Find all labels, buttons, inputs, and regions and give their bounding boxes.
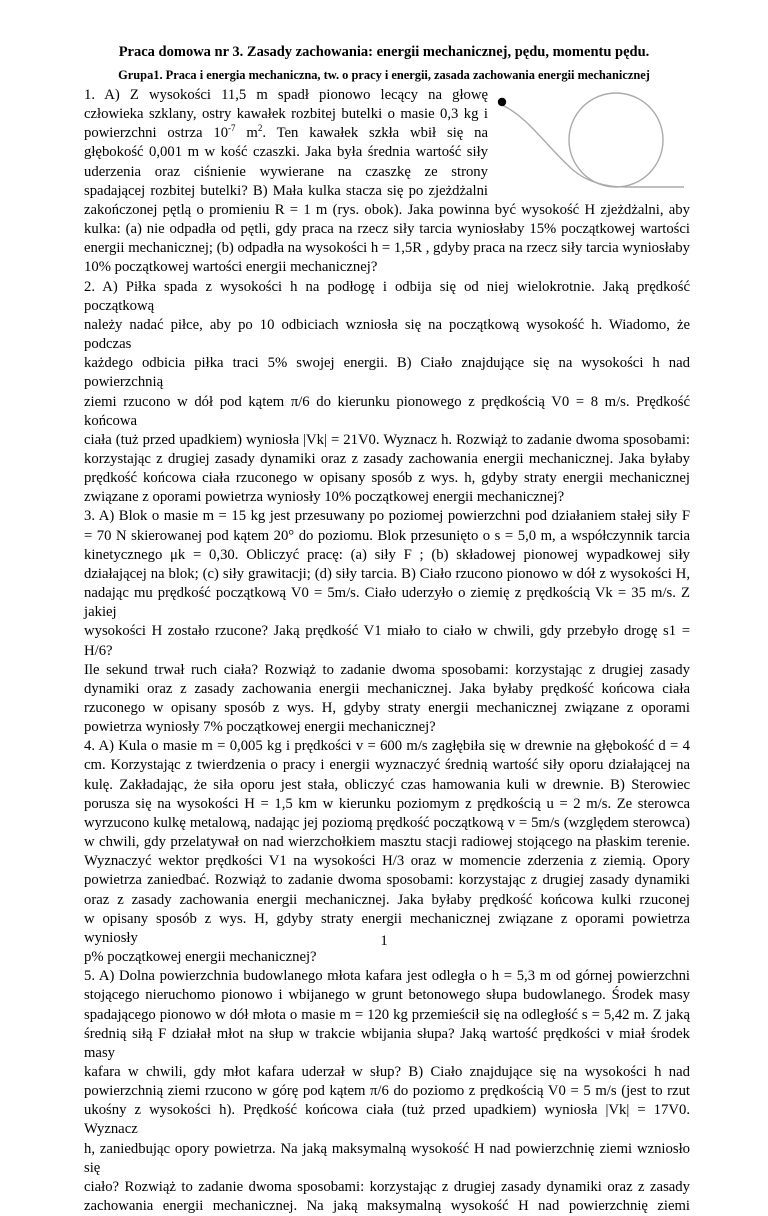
- text-line: zachowania energii mechanicznej. Na jaką maksymalną wysokość H nad powierzchnię ziemi: [84, 1198, 690, 1215]
- text-line: Wyznaczyć wektor prędkości V1 na wysokości H/3 oraz w momencie zderzenia z ziemią. Opory: [84, 853, 690, 870]
- text-line: Ile sekund trwał ruch ciała? Rozwiąż to zadanie dwoma sposobami: korzystając z drugiej zasady: [84, 661, 690, 678]
- text-line: powierzchnią ziemi rzucono w górę pod kątem π/6 do poziomo z prędkością V0 = 5 m/s (jest to rzut: [84, 1083, 690, 1100]
- text-line: = 70 N skierowanej pod kątem 20° do poziomu. Blok przesunięto o s = 5,0 m, a współczynnik tarcia: [84, 527, 690, 544]
- text-line: wysokości H zostało rzucone? Jaką prędkość V1 miało to ciało w chwili, gdy przebyło drogę s1 = H/6?: [84, 623, 690, 659]
- text-line: zakończonej pętlą o promieniu R = 1 m (rys. obok). Jaka powinna być wysokość H zjeżdżalni, aby: [84, 201, 690, 218]
- text-line: spadającej rozbitej butelki? B) Mała kulka stacza się po zjeżdżalni: [84, 182, 488, 199]
- text-line: 2. A) Piłka spada z wysokości h na podłogę i odbija się od niej wielokrotnie. Jaką prędkość początkową: [84, 278, 690, 314]
- document-title: Praca domowa nr 3. Zasady zachowania: energii mechanicznej, pędu, momentu pędu.: [118, 44, 650, 60]
- text-line: działającej na blok; (c) siły grawitacji; (d) siły tarcia. B) Ciało rzucono pionowo w dół z wysokości H,: [84, 565, 690, 582]
- text-line: ciało? Rozwiąż to zadanie dwoma sposobami: korzystając z drugiej zasady dynamiki oraz z zasady: [84, 1178, 690, 1195]
- text-line: cm. Korzystając z twierdzenia o pracy i energii wyznaczyć średnią wartość siły oporu działającej na: [84, 757, 690, 774]
- text-line: w chwili, gdy przelatywał on nad wierzchołkiem masztu stacji radiowej stojącego na płaskim terenie.: [84, 834, 690, 851]
- text-line: związane z oporami powietrza wyniosły 10% początkowej energii mechanicznej?: [84, 489, 565, 506]
- text-line: oraz z zasady zachowania energii mechanicznej. Jaka byłaby prędkość końcowa kulki rzuconej: [84, 891, 690, 908]
- text-line: powietrza wyniosły 7% początkowej energii mechanicznej?: [84, 719, 436, 736]
- text-line: kulę. Zakładając, że siła oporu jest stała, obliczyć czas hamowania kuli w drewnie. B) Sterowiec: [84, 776, 690, 793]
- text-line: kulka: (a) nie odpadła od pętli, gdy praca na rzecz siły tarcia wyniosłaby 15% początkowej wartości: [84, 221, 690, 238]
- problem-text: [84, 86, 690, 1216]
- text-line: kafara w chwili, gdy młot kafara uderzał w słup? B) Ciało znajdujące się na wysokości h nad: [84, 1063, 690, 1080]
- text-line: porusza się na wysokości H = 1,5 km w kierunku poziomym z prędkością u = 2 m/s. Ze sterowca: [84, 795, 690, 812]
- text-line: 3. A) Blok o masie m = 15 kg jest przesuwany po poziomej powierzchni pod działaniem stałej siły F: [84, 508, 690, 525]
- text-line: prędkość końcowa ciała rzuconego w opisany sposób z wys. h, gdyby straty energii mechanicznej: [84, 470, 690, 487]
- page-number: 1: [380, 933, 388, 949]
- text-line: każdego odbicia piłka traci 5% swojej energii. B) Ciało znajdujące się na wysokości h nad powierzchnią: [84, 355, 690, 391]
- text-line: korzystając z drugiej zasady dynamiki oraz z zasady zachowania energii mechanicznej. Jaka byłaby: [84, 450, 690, 467]
- text-line: dynamiki oraz z zasady zachowania energii mechanicznej. Jaka byłaby prędkość końcowa ciała: [84, 680, 690, 697]
- text-line: 10% początkowej wartości energii mechanicznej?: [84, 259, 378, 276]
- text-line: w opisany sposób z wys. H, gdyby straty energii mechanicznej związane z oporami powietrza wyniosły: [84, 910, 690, 946]
- text-line: h, zaniedbując opory powietrza. Na jaką maksymalną wysokość H nad powierzchnię ziemi wzniosło się: [84, 1140, 690, 1176]
- text-line: człowieka szklany, ostry kawałek rozbitej butelki o masie 0,3 kg i: [84, 106, 488, 123]
- text-line: 1. A) Z wysokości 11,5 m spadł pionowo lecący na głowę: [84, 87, 488, 103]
- text-line: powietrza zaniedbać. Rozwiąż to zadanie dwoma sposobami: korzystając z drugiej zasady dynamiki: [84, 872, 690, 889]
- text-line: 5. A) Dolna powierzchnia budowlanego młota kafara jest odległa o h = 5,3 m od górnej powierzchni: [84, 968, 690, 985]
- text-line: energii mechanicznej; (b) odpadła na wysokości h = 1,5R , gdyby praca na rzecz siły tarcia wyniosłaby: [84, 240, 690, 257]
- text-line: kinetycznego μk = 0,30. Obliczyć pracę: (a) siły F ; (b) składowej pionowej wypadkowej siły: [84, 546, 690, 563]
- text-line: średnią siłą F działał młot na słup w trakcie wbijania słupa? Jaką wartość prędkości v miał środek masy: [84, 1025, 690, 1061]
- text-line: ciała (tuż przed upadkiem) wyniosła |Vk| = 21V0. Wyznacz h. Rozwiąż to zadanie dwoma sposobami:: [84, 431, 690, 448]
- text-line: powierzchni ostrza $10^{-7}$ $m^2$. Ten kawałek szkła wbił się na: [84, 123, 488, 142]
- text-line: ziemi rzucono w dół pod kątem π/6 do kierunku pionowego z prędkością V0 = 8 m/s. Prędkość końcowa: [84, 393, 690, 429]
- text-line: głębokość 0,001 m w kość czaszki. Jaka była średnia wartość siły: [84, 144, 488, 161]
- text-line: rzuconego w opisany sposób z wys. H, gdyby straty energii mechanicznej związane z oporami: [84, 700, 690, 716]
- text-line: ukośny z wysokości h). Prędkość końcowa ciała (tuż przed upadkiem) wyniosła |Vk| = 17V0. Wyznacz: [84, 1102, 690, 1138]
- text-line: nadając mu prędkość początkową V0 = 5m/s. Ciało uderzyło o ziemię z prędkością Vk = 35 m/s. Z jakiej: [84, 585, 690, 621]
- group-subtitle: Grupa1. Praca i energia mechaniczna, tw. o pracy i energii, zasada zachowania energii mechanicznej: [118, 68, 650, 82]
- text-line: uderzenia oraz ciśnienie wywierane na czaszkę ze strony: [84, 163, 488, 180]
- text-line: p% początkowej energii mechanicznej?: [84, 949, 317, 966]
- text-wrap-area: [84, 86, 488, 201]
- text-line: spadającego pionowo w dół młota o masie m = 120 kg przemieścił się na odległość s = 5,42 m. Z jaką: [84, 1006, 690, 1023]
- text-line: 4. A) Kula o masie m = 0,005 kg i prędkości v = 600 m/s zagłębiła się w drewnie na głębokość d = 4: [84, 738, 690, 755]
- text-line: wyrzucono kulkę metalową, nadając jej poziomą prędkość początkową v = 5m/s (względem sterowca): [84, 814, 690, 831]
- text-line: należy nadać piłce, aby po 10 odbiciach wzniosła się na początkową wysokość h. Wiadomo, że podczas: [84, 316, 690, 353]
- text-line: stojącego nieruchomo pionowo i wbijanego w grunt betonowego słupa budowlanego. Środek masy: [84, 987, 690, 1004]
